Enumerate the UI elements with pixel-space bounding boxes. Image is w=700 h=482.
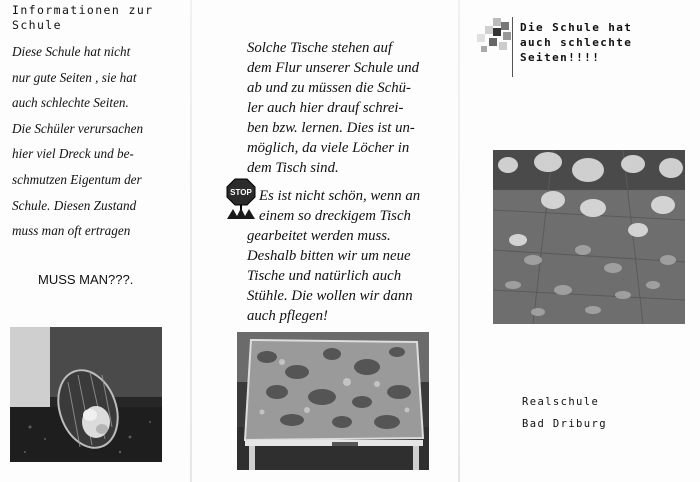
- body-line: hier viel Dreck und be-: [12, 146, 134, 162]
- school-name-line: Realschule: [522, 396, 600, 408]
- text-line: ab und zu müssen die Schü-: [247, 80, 411, 96]
- school-location-line: Bad Driburg: [522, 418, 607, 430]
- question-text: MUSS MAN???.: [38, 272, 134, 287]
- middle-paragraph-1: [247, 38, 442, 178]
- body-line: muss man oft ertragen: [12, 223, 131, 239]
- panel-divider: [458, 0, 460, 482]
- text-line: auch pflegen!: [247, 308, 328, 324]
- stop-sign-icon: [225, 178, 257, 220]
- body-line: schmutzen Eigentum der: [12, 171, 142, 187]
- title-line: auch schlechte: [520, 36, 633, 49]
- left-body-text: [12, 39, 162, 244]
- heading-line: Informationen zur: [12, 3, 154, 17]
- school-logo-icon: [475, 18, 515, 56]
- text-line: gearbeitet werden muss.: [247, 228, 391, 244]
- text-line: Deshalb bitten wir um neue: [247, 248, 411, 264]
- body-line: auch schlechte Seiten.: [12, 95, 129, 111]
- text-line: ler auch hier drauf schrei-: [247, 100, 404, 116]
- text-line: möglich, da viele Löcher in: [247, 140, 410, 156]
- title-line: Seiten!!!!: [520, 51, 601, 64]
- text-line: dem Tisch sind.: [247, 160, 339, 176]
- logo-divider: [512, 17, 513, 77]
- body-line: nur gute Seiten , sie hat: [12, 69, 137, 85]
- text-line: Es ist nicht schön, wenn an: [259, 188, 421, 204]
- text-line: Solche Tische stehen auf: [247, 40, 393, 56]
- body-line: Diese Schule hat nicht: [12, 44, 131, 59]
- ceiling-photo: [493, 150, 685, 324]
- middle-paragraph-2: [247, 186, 447, 326]
- title-line: Die Schule hat: [520, 21, 633, 34]
- body-line: Die Schüler verursachen: [12, 120, 144, 136]
- text-line: einem so dreckigem Tisch: [259, 208, 411, 224]
- left-heading: [12, 3, 162, 33]
- text-line: Tische und natürlich auch: [247, 268, 402, 284]
- text-line: ben bzw. lernen. Dies ist un-: [247, 120, 415, 136]
- right-title: [520, 20, 650, 65]
- body-line: Schule. Diesen Zustand: [12, 197, 137, 213]
- dirty-desk-photo: [237, 332, 429, 470]
- panel-divider: [190, 0, 192, 482]
- heading-line: Schule: [12, 18, 62, 32]
- stop-sign-label: STOP: [230, 188, 252, 197]
- text-line: Stühle. Die wollen wir dann: [247, 288, 413, 304]
- trash-bin-photo: [10, 327, 162, 462]
- text-line: dem Flur unserer Schule und: [247, 60, 420, 76]
